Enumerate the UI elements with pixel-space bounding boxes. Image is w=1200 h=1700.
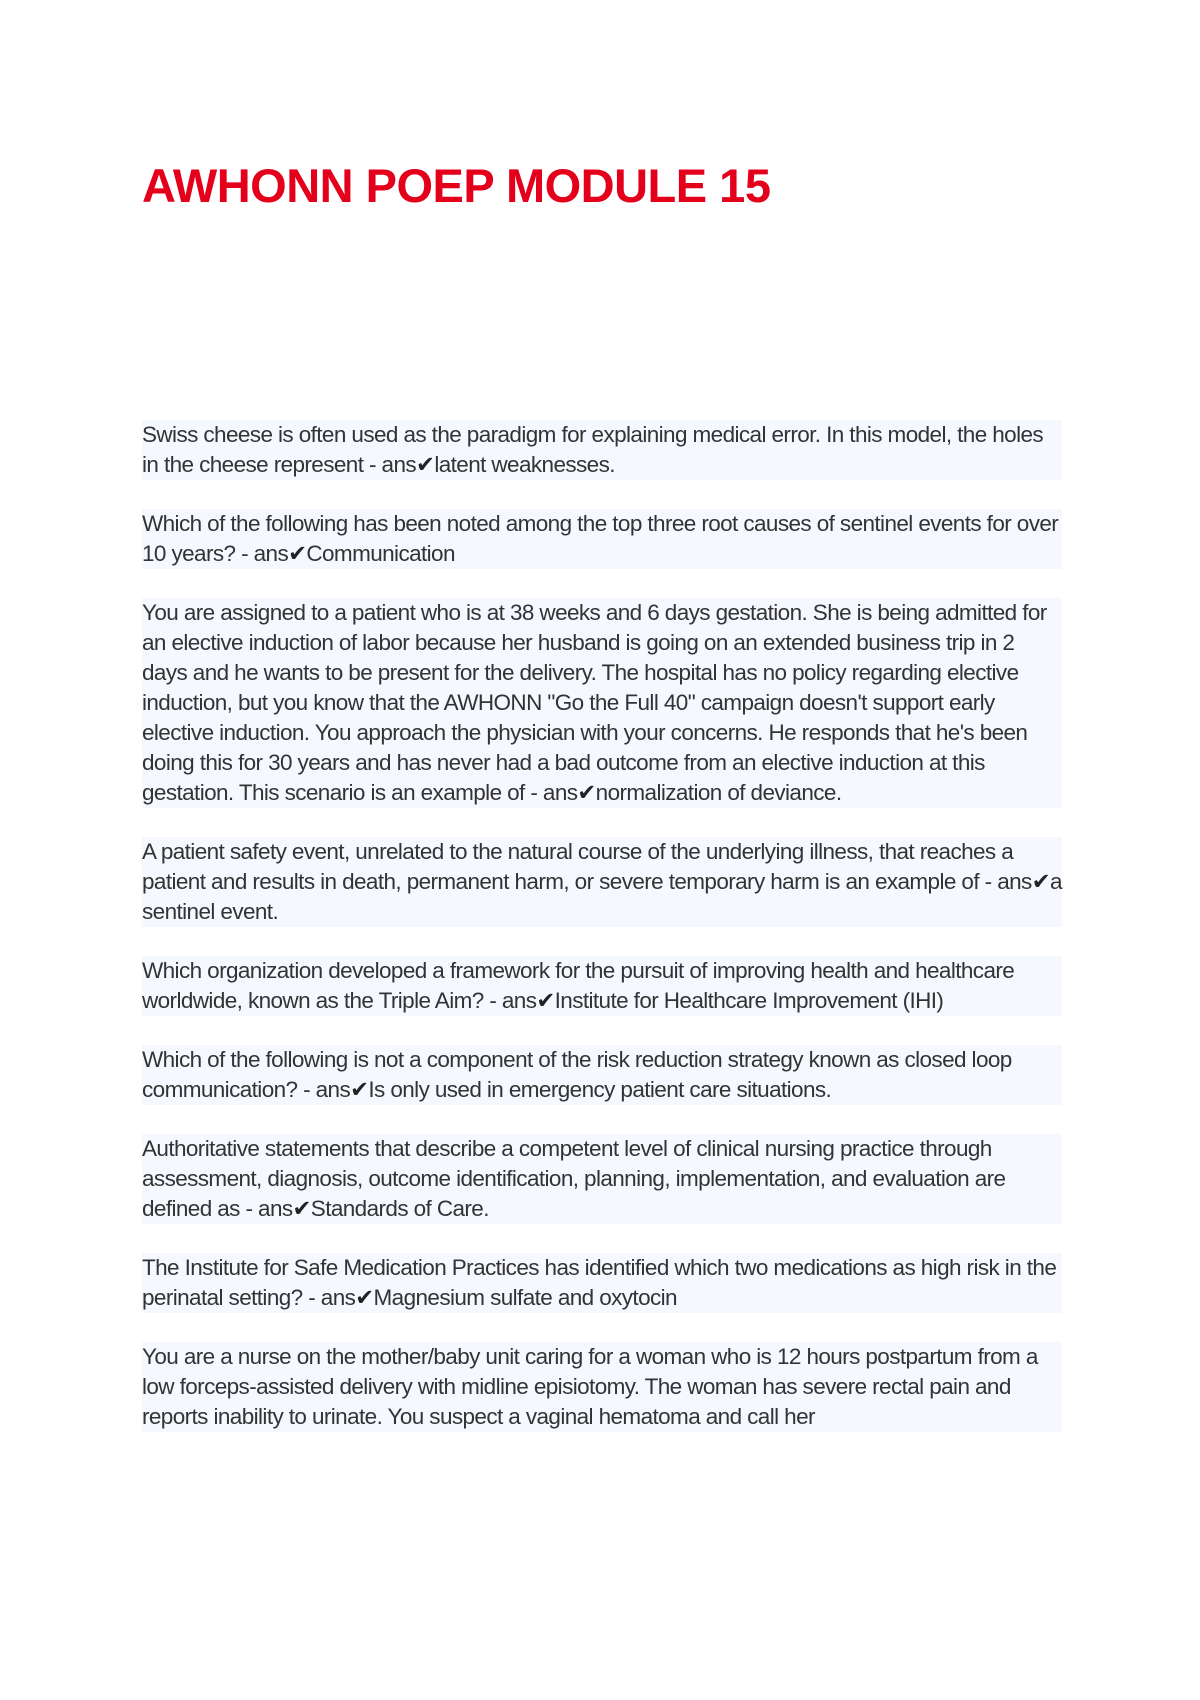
qa-list — [142, 420, 1062, 1461]
checkmark-icon: ✔ — [355, 1285, 374, 1310]
answer-text: normalization of deviance. — [595, 780, 842, 805]
checkmark-icon: ✔ — [292, 1196, 311, 1221]
answer-text: Magnesium sulfate and oxytocin — [373, 1285, 677, 1310]
question-text: Which of the following has been noted among the top three root causes of sentinel events for over 10 years? — [142, 511, 1059, 566]
answer-text: Standards of Care. — [310, 1196, 489, 1221]
answer-text: a sentinel event. — [142, 869, 1062, 924]
question-text: The Institute for Safe Medication Practices has identified which two medications as high risk in the perinatal setting? — [142, 1255, 1057, 1310]
checkmark-icon: ✔ — [350, 1077, 369, 1102]
question-text: Authoritative statements that describe a competent level of clinical nursing practice through assessment, diagnosis, outcome identification, planning, implementation, and evaluation are defined as — [142, 1136, 1006, 1221]
checkmark-icon: ✔ — [416, 452, 435, 477]
qa-item — [142, 1045, 1062, 1105]
question-text: A patient safety event, unrelated to the natural course of the underlying illness, that reaches a patient and results in death, permanent harm, or severe temporary harm is an example of — [142, 839, 1014, 894]
checkmark-icon: ✔ — [536, 988, 555, 1013]
answer-prefix: - ans — [369, 452, 417, 477]
qa-item — [142, 598, 1062, 808]
qa-item — [142, 837, 1062, 927]
qa-item-partial — [142, 1342, 1062, 1432]
checkmark-icon: ✔ — [288, 541, 307, 566]
answer-text: Communication — [306, 541, 455, 566]
qa-item — [142, 509, 1062, 569]
answer-prefix: - ans — [530, 780, 578, 805]
question-text: Which of the following is not a component of the risk reduction strategy known as closed loop communication? — [142, 1047, 1012, 1102]
answer-prefix: - ans — [241, 541, 289, 566]
answer-prefix: - ans — [308, 1285, 356, 1310]
question-text: You are a nurse on the mother/baby unit caring for a woman who is 12 hours postpartum from a low forceps-assisted delivery with midline episiotomy. The woman has severe rectal pain and reports inability to urinate. You suspect a vaginal hematoma and call her — [142, 1344, 1038, 1429]
document-title: AWHONN POEP MODULE 15 — [142, 159, 771, 212]
qa-item — [142, 1253, 1062, 1313]
question-text: You are assigned to a patient who is at 38 weeks and 6 days gestation. She is being admitted for an elective induction of labor because her husband is going on an extended business trip in 2 days and he wants to be present for the delivery. The hospital has no policy regarding elective induction, but you know that the AWHONN "Go the Full 40" campaign doesn't support early elective induction. You approach the physician with your concerns. He responds that he's been doing this for 30 years and has never had a bad outcome from an elective induction at this gestation. This scenario is an example of — [142, 600, 1047, 805]
qa-item — [142, 420, 1062, 480]
answer-prefix: - ans — [489, 988, 537, 1013]
checkmark-icon: ✔ — [1031, 869, 1050, 894]
answer-text: latent weaknesses. — [434, 452, 615, 477]
question-text: Which organization developed a framework for the pursuit of improving health and healthcare worldwide, known as the Triple Aim? — [142, 958, 1015, 1013]
answer-text: Institute for Healthcare Improvement (IHI) — [554, 988, 944, 1013]
checkmark-icon: ✔ — [577, 780, 596, 805]
answer-text: Is only used in emergency patient care situations. — [368, 1077, 832, 1102]
answer-prefix: - ans — [245, 1196, 293, 1221]
qa-item — [142, 956, 1062, 1016]
answer-prefix: - ans — [303, 1077, 351, 1102]
qa-item — [142, 1134, 1062, 1224]
question-text: Swiss cheese is often used as the paradigm for explaining medical error. In this model, the holes in the cheese represent — [142, 422, 1044, 477]
answer-prefix: - ans — [984, 869, 1032, 894]
